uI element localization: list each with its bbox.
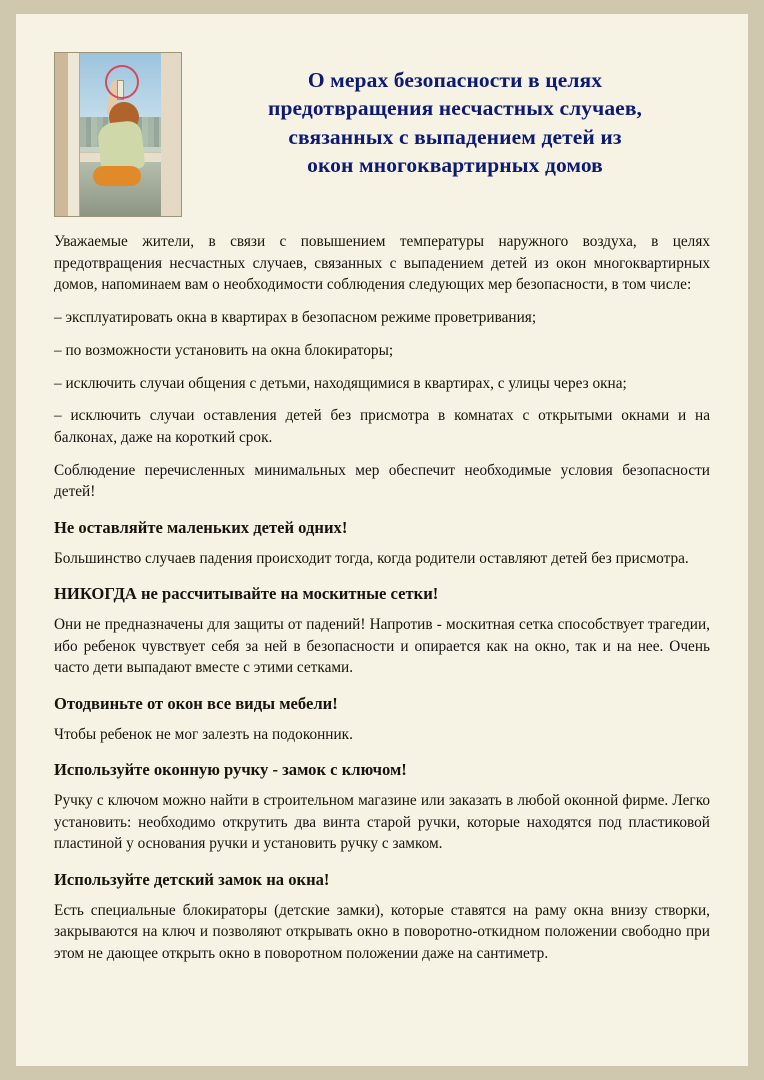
measure-item-4: – исключить случаи оставления детей без присмотра в комнатах с открытыми окнами и на балконах, даже на короткий срок. (54, 407, 710, 447)
window-frame-left (55, 53, 68, 216)
window-frame-right (161, 53, 181, 216)
intro-paragraph: Уважаемые жители, в связи с повышением температуры наружного воздуха, в целях предотвращения несчастных случаев, связанных с выпадением детей из окон многоквартирных домов, напоминаем вам о необходимости соблюдения следующих мер безопасности, в том числе: (54, 233, 710, 294)
poster-body (54, 231, 710, 965)
summary-paragraph: Соблюдение перечисленных минимальных мер обеспечит необходимые условия безопасности детей! (54, 461, 710, 501)
section-text-alone-children: Большинство случаев падения происходит тогда, когда родители оставляют детей без присмотра. (54, 549, 689, 567)
page-title-line-1: О мерах безопасности в целях (307, 68, 603, 92)
window-sash (68, 53, 80, 216)
child-at-open-window-photo (54, 52, 182, 217)
section-text-furniture: Чтобы ребенок не мог залезть на подоконник. (54, 725, 353, 743)
child-legs (93, 166, 141, 186)
highlight-circle-marker (105, 65, 139, 99)
section-heading-window-handle-lock: Используйте оконную ручку - замок с ключом! (54, 760, 407, 780)
page-title-line-4: окон многоквартирных домов (307, 153, 603, 178)
child-body (97, 120, 146, 172)
page-title-line-2: предотвращения несчастных случаев, (267, 96, 643, 121)
section-heading-child-lock: Используйте детский замок на окна! (54, 870, 330, 890)
section-text-child-lock: Есть специальные блокираторы (детские замки), которые ставятся на раму окна внизу створки, закрываются на ключ и позволяют открывать окно в поворотно-откидном положении свободно при этом не дающее открыть окно в поворотном положении даже на сантиметр. (54, 901, 710, 963)
poster-header (54, 52, 710, 217)
section-text-mosquito-nets: Они не предназначены для защиты от падений! Напротив - москитная сетка способствует трагедии, ибо ребенок чувствует себя за ней в безопасности и опирается как на окно, так и на нее. Очень часто дети выпадают вместе с этими сетками. (54, 616, 710, 677)
section-heading-alone-children: Не оставляйте маленьких детей одних! (54, 518, 348, 538)
poster-sheet (16, 14, 748, 1066)
measure-item-2: – по возможности установить на окна блокираторы; (54, 341, 394, 359)
page-title (200, 52, 710, 180)
measure-item-3: – исключить случаи общения с детьми, находящимися в квартирах, с улицы через окна; (54, 374, 627, 392)
section-text-window-handle-lock: Ручку с ключом можно найти в строительном магазине или заказать в любой оконной фирме. Легко установить: необходимо открутить два винта старой ручки, которые находятся под пластиковой пластиной у основания ручки и установить ручку с замком. (54, 792, 710, 853)
section-heading-furniture: Отодвиньте от окон все виды мебели! (54, 694, 338, 714)
section-heading-mosquito-nets: НИКОГДА не рассчитывайте на москитные сетки! (54, 584, 439, 604)
page-title-line-3: связанных с выпадением детей из (288, 124, 622, 149)
measure-item-1: – эксплуатировать окна в квартирах в безопасном режиме проветривания; (54, 309, 537, 327)
